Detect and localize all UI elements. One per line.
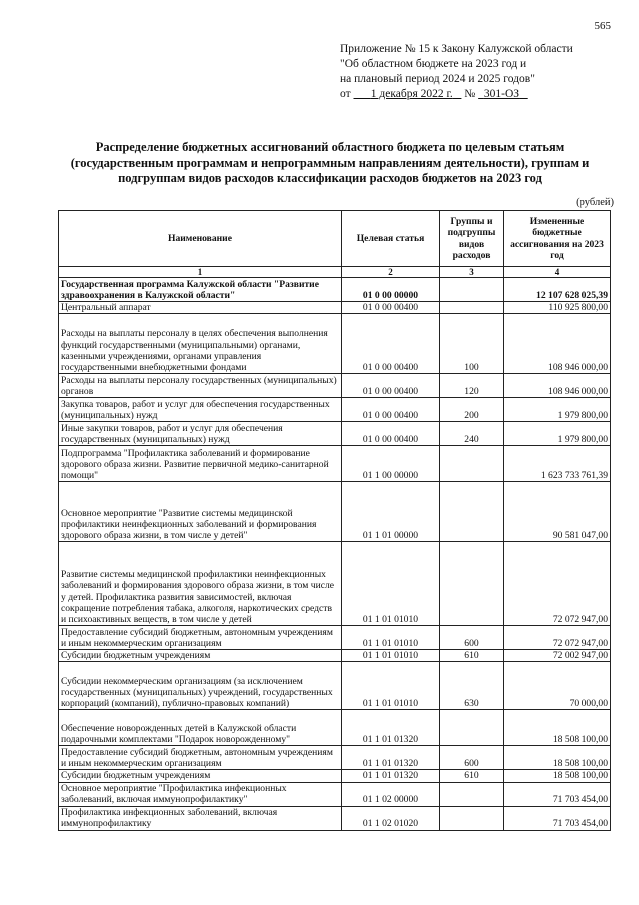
row-group-cell xyxy=(440,278,504,302)
row-amount-cell: 18 508 100,00 xyxy=(504,770,611,782)
row-name-cell: Центральный аппарат xyxy=(59,302,342,314)
title-line-1: Распределение бюджетных ассигнований областного бюджета по целевым статьям xyxy=(95,140,565,154)
row-name-cell: Основное мероприятие "Профилактика инфекционных заболеваний, включая иммунопрофилактику" xyxy=(59,782,342,806)
row-amount-cell: 12 107 628 025,39 xyxy=(504,278,611,302)
table-row xyxy=(59,746,611,770)
row-amount-cell: 18 508 100,00 xyxy=(504,746,611,770)
row-code-cell: 01 1 01 00000 xyxy=(342,482,440,542)
law-date: 1 декабря 2022 г. xyxy=(370,88,453,100)
title-line-2: (государственным программам и непрограммным направлениям деятельности), группам и xyxy=(70,155,590,170)
row-code-cell: 01 0 00 00000 xyxy=(342,278,440,302)
table-row xyxy=(59,626,611,650)
table-body xyxy=(59,278,611,831)
row-code-cell: 01 1 01 01320 xyxy=(342,770,440,782)
row-name-cell: Предоставление субсидий бюджетным, автономным учреждениям и иным некоммерческим организациям xyxy=(59,746,342,770)
table-row xyxy=(59,542,611,626)
row-name-cell: Основное мероприятие "Развитие системы медицинской профилактики неинфекционных заболеваний и формирования здорового образа жизни, в том числе у детей" xyxy=(59,482,342,542)
row-amount-cell: 108 946 000,00 xyxy=(504,314,611,374)
row-amount-cell: 72 072 947,00 xyxy=(504,626,611,650)
table-row xyxy=(59,374,611,398)
row-group-cell xyxy=(440,482,504,542)
row-amount-cell: 72 072 947,00 xyxy=(504,542,611,626)
law-number: 301-ОЗ xyxy=(483,88,520,100)
header-code: Целевая статья xyxy=(342,211,440,267)
table-row xyxy=(59,278,611,302)
row-name-cell: Предоставление субсидий бюджетным, автономным учреждениям и иным некоммерческим организациям xyxy=(59,626,342,650)
table-row xyxy=(59,770,611,782)
row-name-cell: Субсидии некоммерческим организациям (за исключением государственных (муниципальных) учреждений, государственных корпораций (компаний), публично-правовых компаний) xyxy=(59,662,342,710)
page-number: 565 xyxy=(594,20,611,32)
row-name-cell: Расходы на выплаты персоналу в целях обеспечения выполнения функций государственными (муниципальными) органами, казенными учреждениями, органами управления государственными внебюджетными фондами xyxy=(59,314,342,374)
column-number: 4 xyxy=(504,267,611,278)
table-row xyxy=(59,650,611,662)
table-row xyxy=(59,446,611,482)
header-name: Наименование xyxy=(59,211,342,267)
title-line-3: подгруппам видов расходов классификации расходов бюджетов на 2023 год xyxy=(118,171,542,185)
column-number: 1 xyxy=(59,267,342,278)
appendix-line-1: Приложение № 15 к Закону Калужской области xyxy=(340,43,573,55)
row-code-cell: 01 1 00 00000 xyxy=(342,446,440,482)
row-group-cell xyxy=(440,302,504,314)
row-code-cell: 01 1 01 01010 xyxy=(342,542,440,626)
table-row xyxy=(59,710,611,746)
row-amount-cell: 110 925 800,00 xyxy=(504,302,611,314)
row-group-cell: 100 xyxy=(440,314,504,374)
column-number: 3 xyxy=(440,267,504,278)
row-amount-cell: 1 623 733 761,39 xyxy=(504,446,611,482)
row-group-cell: 240 xyxy=(440,422,504,446)
row-group-cell: 610 xyxy=(440,770,504,782)
table-row xyxy=(59,302,611,314)
row-amount-cell: 90 581 047,00 xyxy=(504,482,611,542)
row-code-cell: 01 0 00 00400 xyxy=(342,374,440,398)
row-code-cell: 01 1 01 01010 xyxy=(342,626,440,650)
row-name-cell: Закупка товаров, работ и услуг для обеспечения государственных (муниципальных) нужд xyxy=(59,398,342,422)
table-row xyxy=(59,662,611,710)
table-row xyxy=(59,806,611,830)
appendix-line-4 xyxy=(340,87,620,102)
row-group-cell: 120 xyxy=(440,374,504,398)
table-row xyxy=(59,422,611,446)
appendix-line-3: на плановый период 2024 и 2025 годов" xyxy=(340,73,535,85)
row-group-cell: 630 xyxy=(440,662,504,710)
row-group-cell: 600 xyxy=(440,626,504,650)
row-group-cell xyxy=(440,446,504,482)
document-title xyxy=(50,140,610,187)
row-code-cell: 01 1 01 01320 xyxy=(342,710,440,746)
table-row xyxy=(59,482,611,542)
units-label: (рублей) xyxy=(576,197,614,208)
row-amount-cell: 72 002 947,00 xyxy=(504,650,611,662)
row-name-cell: Субсидии бюджетным учреждениям xyxy=(59,770,342,782)
appendix-header xyxy=(340,42,620,102)
row-name-cell: Иные закупки товаров, работ и услуг для обеспечения государственных (муниципальных) нужд xyxy=(59,422,342,446)
row-amount-cell: 1 979 800,00 xyxy=(504,422,611,446)
budget-table xyxy=(58,210,611,831)
row-group-cell xyxy=(440,806,504,830)
row-code-cell: 01 0 00 00400 xyxy=(342,302,440,314)
row-amount-cell: 70 000,00 xyxy=(504,662,611,710)
row-code-cell: 01 1 02 00000 xyxy=(342,782,440,806)
row-name-cell: Обеспечение новорожденных детей в Калужской области подарочными комплектами "Подарок новорожденному" xyxy=(59,710,342,746)
row-amount-cell: 1 979 800,00 xyxy=(504,398,611,422)
row-code-cell: 01 1 01 01010 xyxy=(342,662,440,710)
row-amount-cell: 71 703 454,00 xyxy=(504,806,611,830)
row-code-cell: 01 0 00 00400 xyxy=(342,398,440,422)
row-group-cell: 600 xyxy=(440,746,504,770)
from-label: от xyxy=(340,88,351,100)
row-group-cell xyxy=(440,542,504,626)
row-group-cell xyxy=(440,782,504,806)
row-code-cell: 01 0 00 00400 xyxy=(342,314,440,374)
row-code-cell: 01 0 00 00400 xyxy=(342,422,440,446)
row-name-cell: Государственная программа Калужской области "Развитие здравоохранения в Калужской области" xyxy=(59,278,342,302)
row-name-cell: Профилактика инфекционных заболеваний, включая иммунопрофилактику xyxy=(59,806,342,830)
table-row xyxy=(59,782,611,806)
table-row xyxy=(59,314,611,374)
row-group-cell xyxy=(440,710,504,746)
row-code-cell: 01 1 01 01010 xyxy=(342,650,440,662)
row-code-cell: 01 1 02 01020 xyxy=(342,806,440,830)
row-name-cell: Расходы на выплаты персоналу государственных (муниципальных) органов xyxy=(59,374,342,398)
row-amount-cell: 71 703 454,00 xyxy=(504,782,611,806)
table-row xyxy=(59,398,611,422)
row-name-cell: Субсидии бюджетным учреждениям xyxy=(59,650,342,662)
row-code-cell: 01 1 01 01320 xyxy=(342,746,440,770)
row-name-cell: Подпрограмма "Профилактика заболеваний и формирование здорового образа жизни. Развитие первичной медико-санитарной помощи" xyxy=(59,446,342,482)
row-group-cell: 610 xyxy=(440,650,504,662)
row-amount-cell: 108 946 000,00 xyxy=(504,374,611,398)
row-group-cell: 200 xyxy=(440,398,504,422)
column-number: 2 xyxy=(342,267,440,278)
row-name-cell: Развитие системы медицинской профилактики неинфекционных заболеваний и формирования здорового образа жизни, в том числе у детей. Профилактика развития зависимостей, включая сокращение потребления табака, алкоголя, наркотических средств и психоактивных веществ, в том числе у детей xyxy=(59,542,342,626)
appendix-line-2: "Об областном бюджете на 2023 год и xyxy=(340,58,527,70)
header-group: Группы и подгруппы видов расходов xyxy=(440,211,504,267)
row-amount-cell: 18 508 100,00 xyxy=(504,710,611,746)
header-amount: Измененные бюджетные ассигнования на 2023 год xyxy=(504,211,611,267)
number-label: № xyxy=(464,88,476,100)
